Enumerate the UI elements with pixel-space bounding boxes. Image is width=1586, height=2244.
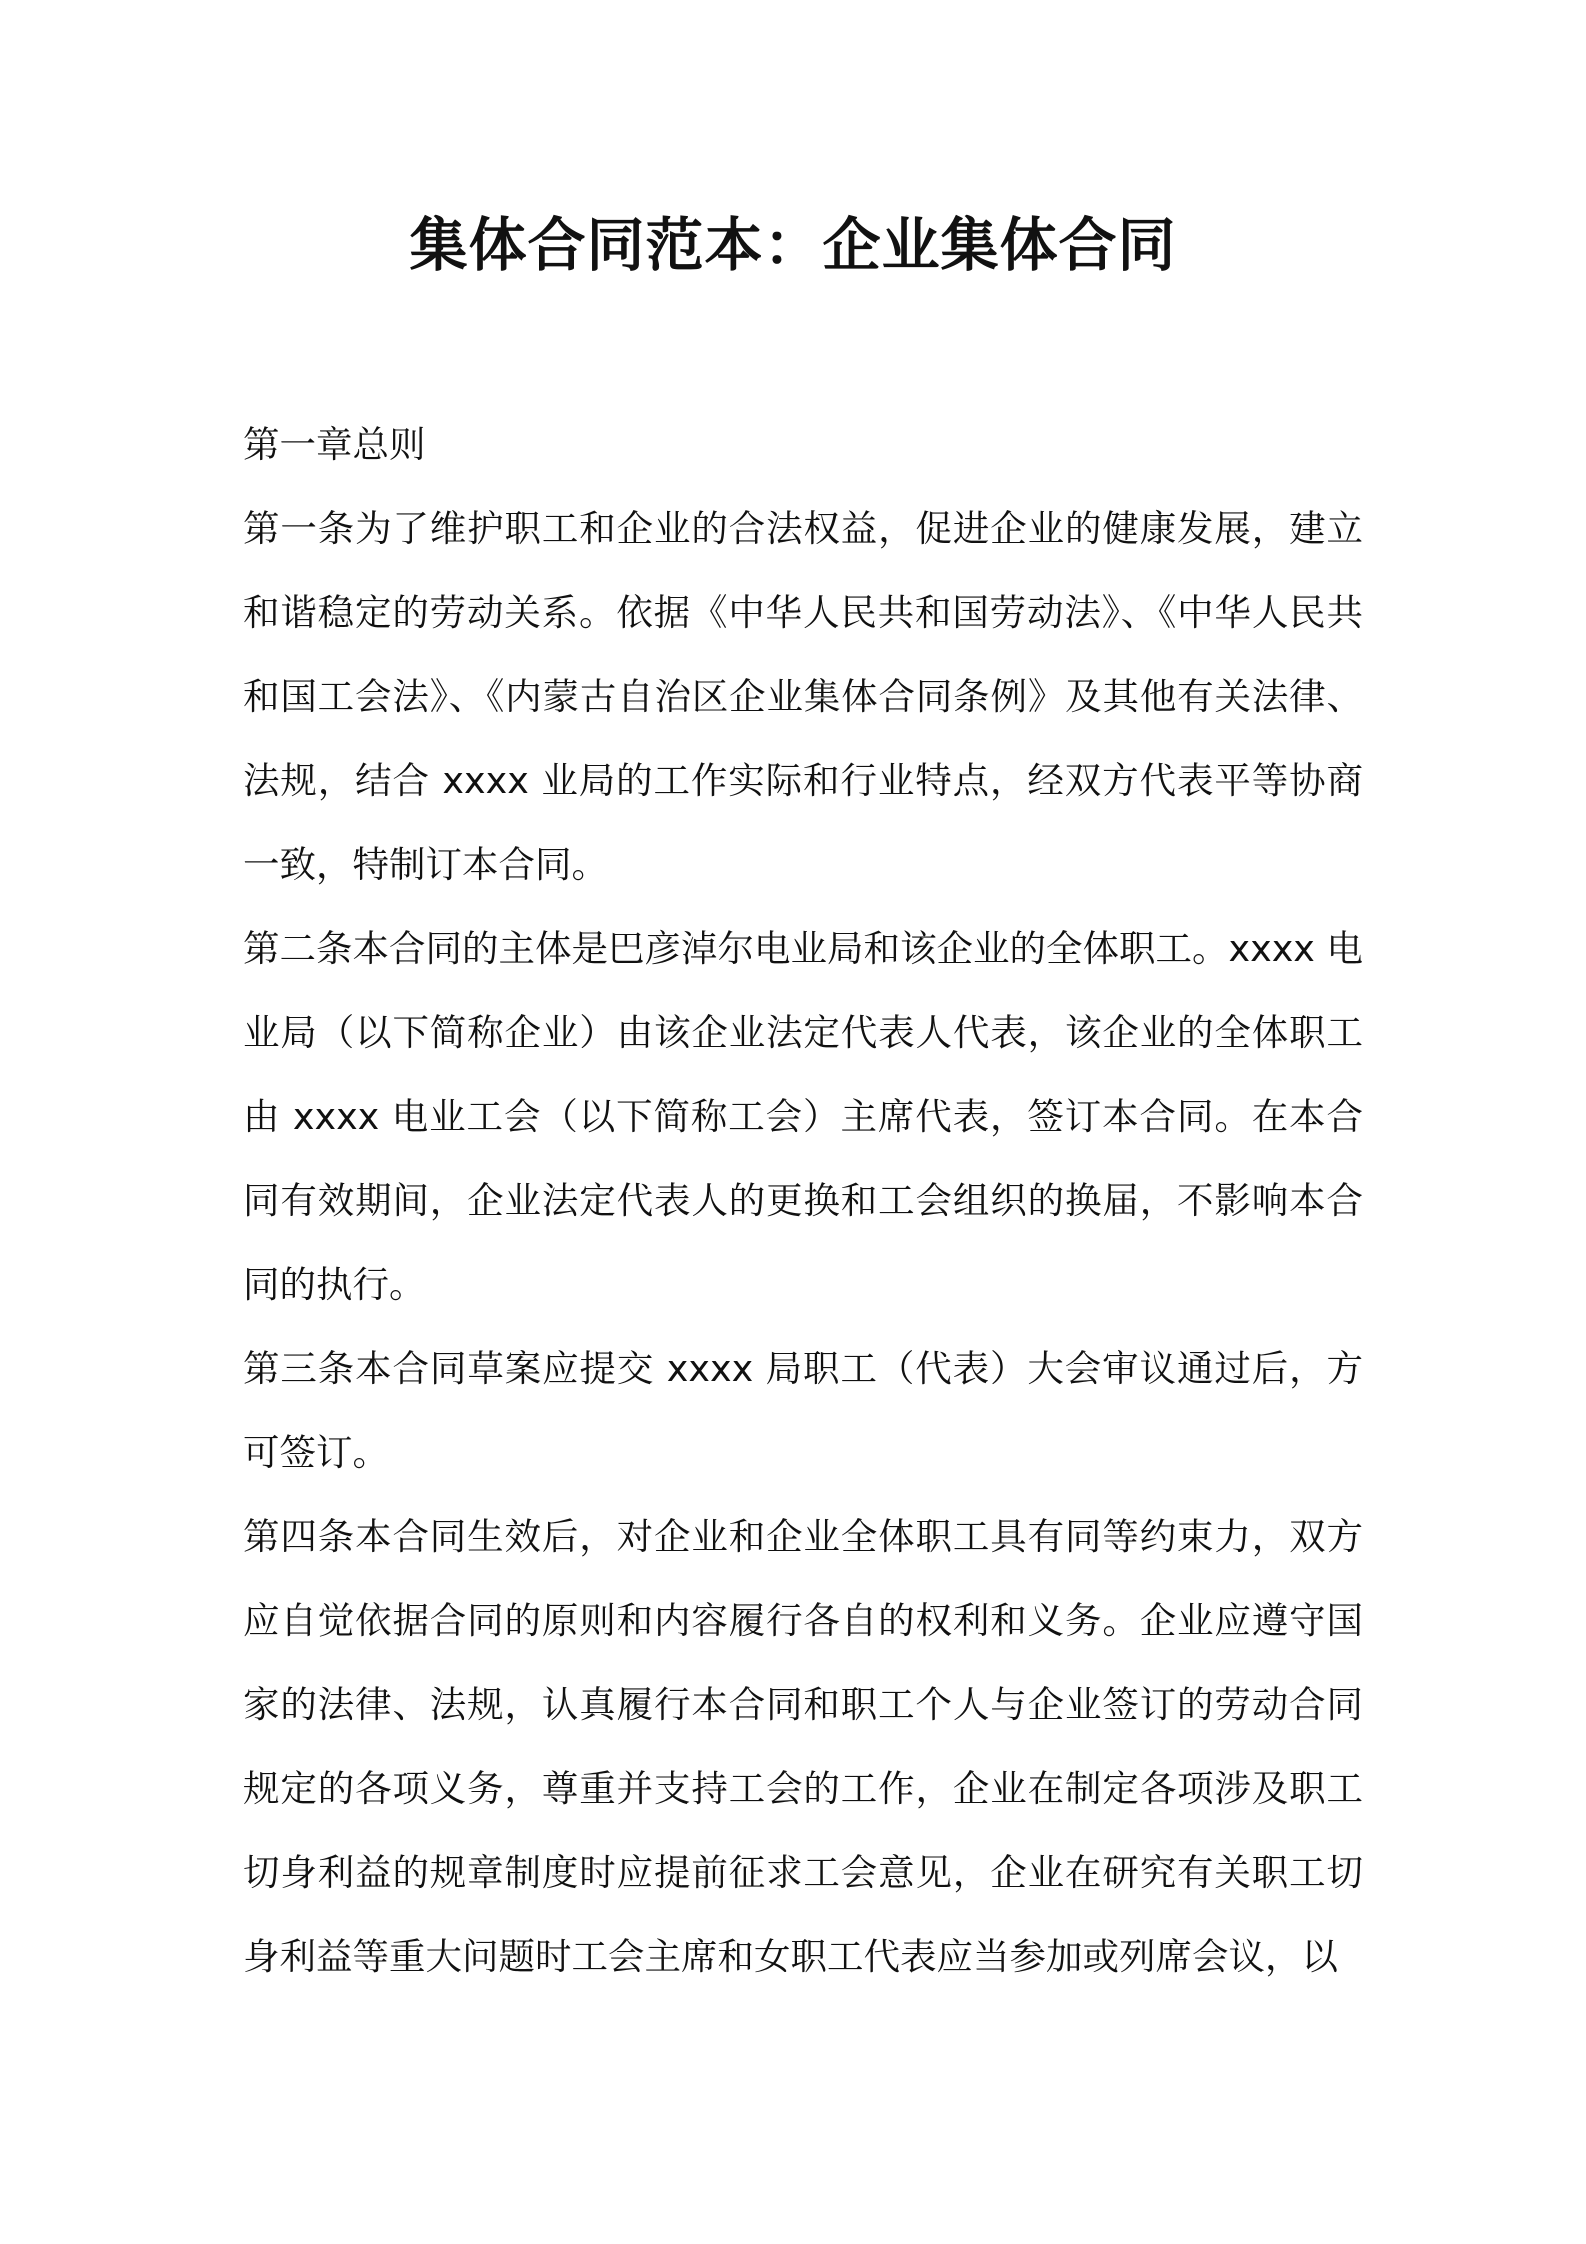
document-title: 集体合同范本：企业集体合同 xyxy=(409,211,1177,279)
article-2: 第二条本合同的主体是巴彦淖尔电业局和该企业的全体职工。xxxx 电业局（以下简称企业）由该企业法定代表人代表，该企业的全体职工由 xxxx 电业工会（以下简称工会）主席代表，签订本合同。在本合同有效期间，企业法定代表人的更换和工会组织的换届，不影响本合同的执行。 xyxy=(243,927,1364,1306)
document-body xyxy=(243,403,1363,1999)
article-3: 第三条本合同草案应提交 xxxx 局职工（代表）大会审议通过后，方可签订。 xyxy=(243,1347,1363,1474)
chapter-heading: 第一章总则 xyxy=(243,423,426,466)
article-1: 第一条为了维护职工和企业的合法权益，促进企业的健康发展，建立和谐稳定的劳动关系。依据《中华人民共和国劳动法》、《中华人民共和国工会法》、《内蒙古自治区企业集体合同条例》及其他有关法律、法规，结合 xxxx 业局的工作实际和行业特点，经双方代表平等协商一致，特制订本合同。 xyxy=(243,507,1363,886)
article-4: 第四条本合同生效后，对企业和企业全体职工具有同等约束力，双方应自觉依据合同的原则和内容履行各自的权利和义务。企业应遵守国家的法律、法规，认真履行本合同和职工个人与企业签订的劳动合同规定的各项义务，尊重并支持工会的工作，企业在制定各项涉及职工切身利益的规章制度时应提前征求工会意见，企业在研究有关职工切身利益等重大问题时工会主席和女职工代表应当参加或列席会议，以 xyxy=(243,1515,1363,1978)
